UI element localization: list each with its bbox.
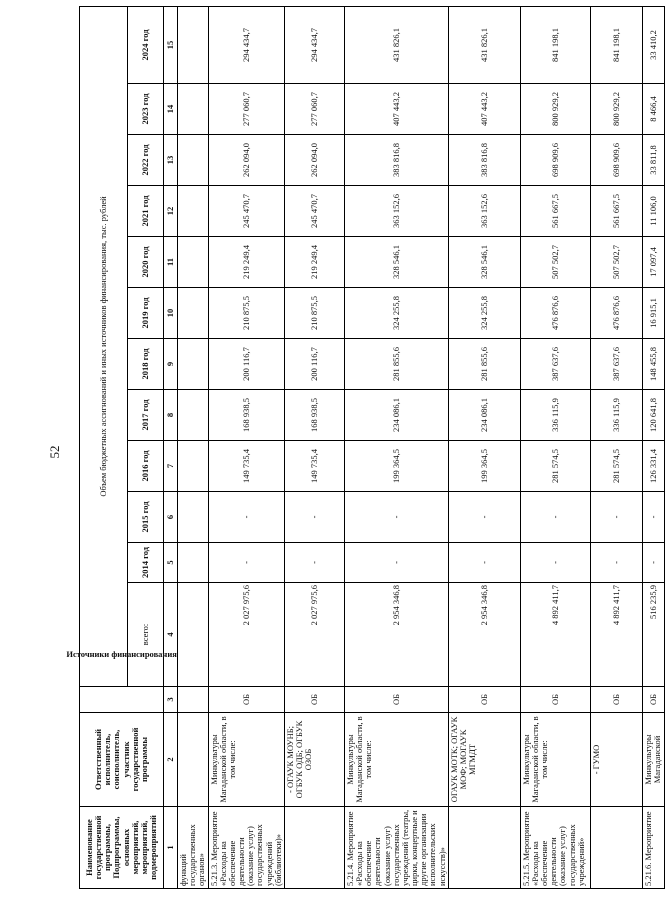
- cell-value: -: [284, 543, 344, 583]
- cell-name: [448, 807, 520, 889]
- cell-value: -: [448, 543, 520, 583]
- cell-name: 5.21.4. Мероприятие «Расходы на обеспечение деятельности (оказание услуг) государственных учреждений (театры, цирки, концертные и другие организации исполнительских искусств)»: [344, 807, 448, 889]
- cell-value: 277 060,7: [208, 84, 284, 135]
- cell-name: 5.21.5. Мероприятие «Расходы на обеспечение деятельности (оказание услуг) государственных учреждений»: [520, 807, 590, 889]
- cell-source: ОБ: [284, 687, 344, 713]
- cell-value: 407 443,2: [448, 84, 520, 135]
- cell-value: 2 027 975,6: [208, 583, 284, 687]
- table-row: [642, 6, 664, 888]
- cell-value: -: [448, 492, 520, 543]
- cell-value: 841 198,1: [520, 6, 590, 83]
- cell-name: [590, 807, 642, 889]
- cell-value: [178, 441, 209, 492]
- cell-value: 281 574,5: [590, 441, 642, 492]
- cell-source: ОБ: [642, 687, 664, 713]
- cell-value: 33 410,2: [642, 6, 664, 83]
- cell-value: 262 094,0: [284, 135, 344, 186]
- cell-name: [284, 807, 344, 889]
- cell-value: 294 434,7: [284, 6, 344, 83]
- header-col-number: 3: [164, 687, 178, 713]
- cell-value: 294 434,7: [208, 6, 284, 83]
- cell-value: 363 152,6: [344, 186, 448, 237]
- header-col-number: 7: [164, 441, 178, 492]
- cell-value: [178, 543, 209, 583]
- cell-value: 561 667,5: [590, 186, 642, 237]
- cell-value: 199 364,5: [344, 441, 448, 492]
- cell-responsible: Минкультуры Магаданской области, в том числе:: [208, 713, 284, 807]
- header-year: 2022 год: [128, 135, 164, 186]
- cell-value: 431 826,1: [448, 6, 520, 83]
- header-source: [66, 649, 177, 713]
- cell-value: 262 094,0: [208, 135, 284, 186]
- cell-value: -: [590, 492, 642, 543]
- cell-value: -: [344, 543, 448, 583]
- header-col-number: 10: [164, 288, 178, 339]
- cell-name: функций государственных органов»: [178, 807, 209, 889]
- header-year: 2024 год: [128, 6, 164, 83]
- cell-value: -: [590, 543, 642, 583]
- cell-value: 234 086,1: [448, 390, 520, 441]
- header-year: 2023 год: [128, 84, 164, 135]
- cell-value: 407 443,2: [344, 84, 448, 135]
- cell-value: 698 909,6: [520, 135, 590, 186]
- header-row-numbers: [164, 6, 178, 888]
- cell-value: 281 574,5: [520, 441, 590, 492]
- cell-source: ОБ: [590, 687, 642, 713]
- cell-value: 219 249,4: [208, 237, 284, 288]
- cell-name: 5.21.3. Мероприятие «Расходы на обеспечение деятельности (оказание услуг) государственных учреждений (библиотеки)»: [208, 807, 284, 889]
- header-year: 2015 год: [128, 492, 164, 543]
- cell-value: 210 875,5: [208, 288, 284, 339]
- cell-value: 328 546,1: [344, 237, 448, 288]
- cell-value: 149 735,4: [284, 441, 344, 492]
- header-col-number: 14: [164, 84, 178, 135]
- cell-value: 328 546,1: [448, 237, 520, 288]
- cell-responsible: [178, 713, 209, 807]
- rotated-table-wrapper: [66, 7, 662, 889]
- cell-value: 507 502,7: [520, 237, 590, 288]
- cell-name: 5.21.6. Мероприятие: [642, 807, 664, 889]
- cell-value: 245 470,7: [284, 186, 344, 237]
- cell-source: ОБ: [344, 687, 448, 713]
- cell-source: ОБ: [448, 687, 520, 713]
- cell-value: 431 826,1: [344, 6, 448, 83]
- cell-responsible: Минкультуры Магаданской области, в том числе:: [344, 713, 448, 807]
- cell-value: 245 470,7: [208, 186, 284, 237]
- cell-responsible: - ГУМО: [590, 713, 642, 807]
- cell-value: 698 909,6: [590, 135, 642, 186]
- header-col-number: 13: [164, 135, 178, 186]
- cell-value: 336 115,9: [590, 390, 642, 441]
- cell-value: [178, 135, 209, 186]
- cell-value: 8 466,4: [642, 84, 664, 135]
- header-col-number: 2: [164, 713, 178, 807]
- cell-responsible: ОГАУК МОТК; ОГАУК МОФ; МОГАУК МГМДТ: [448, 713, 520, 807]
- cell-source: ОБ: [520, 687, 590, 713]
- cell-value: 2 954 346,8: [344, 583, 448, 687]
- cell-value: 4 892 411,7: [590, 583, 642, 687]
- header-year: 2021 год: [128, 186, 164, 237]
- cell-value: -: [520, 543, 590, 583]
- cell-value: 17 097,4: [642, 237, 664, 288]
- cell-responsible: - ОГАУК МОУНБ; ОГБУК ОДБ; ОГБУК ОЗОБ: [284, 713, 344, 807]
- header-row-group: [80, 6, 128, 888]
- cell-value: 200 116,7: [208, 339, 284, 390]
- header-year: 2016 год: [128, 441, 164, 492]
- cell-value: 336 115,9: [520, 390, 590, 441]
- header-year: 2018 год: [128, 339, 164, 390]
- cell-value: 126 331,4: [642, 441, 664, 492]
- cell-value: 324 255,8: [448, 288, 520, 339]
- cell-source: ОБ: [208, 687, 284, 713]
- table-row: [208, 6, 284, 888]
- header-year: 2014 год: [128, 543, 164, 583]
- cell-value: [178, 237, 209, 288]
- table-row: [448, 6, 520, 888]
- cell-value: 11 106,0: [642, 186, 664, 237]
- cell-value: 324 255,8: [344, 288, 448, 339]
- cell-value: 168 938,5: [284, 390, 344, 441]
- cell-value: 387 637,6: [590, 339, 642, 390]
- cell-value: 561 667,5: [520, 186, 590, 237]
- header-total: всего:: [128, 583, 164, 687]
- cell-value: 516 235,9: [642, 583, 664, 687]
- cell-value: 200 116,7: [284, 339, 344, 390]
- cell-value: 363 152,6: [448, 186, 520, 237]
- cell-value: -: [284, 492, 344, 543]
- table-row: [520, 6, 590, 888]
- cell-value: 383 816,8: [448, 135, 520, 186]
- cell-value: 148 455,8: [642, 339, 664, 390]
- cell-responsible: Минкультуры Магаданской области, в том числе:: [520, 713, 590, 807]
- table-row: [284, 6, 344, 888]
- cell-value: 168 938,5: [208, 390, 284, 441]
- page-number: 52: [47, 445, 62, 459]
- cell-value: 281 855,6: [344, 339, 448, 390]
- cell-value: [178, 492, 209, 543]
- header-col-number: 8: [164, 390, 178, 441]
- header-source-text: Источники финансирования: [66, 649, 177, 660]
- cell-value: 234 086,1: [344, 390, 448, 441]
- header-year: 2019 год: [128, 288, 164, 339]
- cell-value: 476 876,6: [520, 288, 590, 339]
- cell-value: 277 060,7: [284, 84, 344, 135]
- header-col-number: 4: [164, 583, 178, 687]
- cell-value: 507 502,7: [590, 237, 642, 288]
- cell-value: [178, 339, 209, 390]
- table-row: [590, 6, 642, 888]
- cell-value: 16 915,1: [642, 288, 664, 339]
- cell-value: [178, 288, 209, 339]
- cell-value: -: [642, 492, 664, 543]
- cell-value: -: [208, 492, 284, 543]
- cell-value: 4 892 411,7: [520, 583, 590, 687]
- header-col-number: 12: [164, 186, 178, 237]
- cell-source: [178, 687, 209, 713]
- header-col-number: 6: [164, 492, 178, 543]
- header-col-number: 5: [164, 543, 178, 583]
- table-row: [344, 6, 448, 888]
- header-col-number: 11: [164, 237, 178, 288]
- header-group: Объем бюджетных ассигнований и иных источников финансирования, тыс. рублей: [80, 6, 128, 686]
- cell-value: -: [520, 492, 590, 543]
- cell-value: [178, 186, 209, 237]
- cell-value: 33 811,8: [642, 135, 664, 186]
- cell-value: 199 364,5: [448, 441, 520, 492]
- cell-value: [178, 583, 209, 687]
- cell-value: 219 249,4: [284, 237, 344, 288]
- cell-value: 281 855,6: [448, 339, 520, 390]
- header-name: Наименование государственной программы, Подпрограммы, основных мероприятий, мероприятий, подмероприятий: [80, 807, 164, 889]
- cell-value: 2 027 975,6: [284, 583, 344, 687]
- cell-value: 800 929,2: [590, 84, 642, 135]
- cell-value: [178, 84, 209, 135]
- table-row: [178, 6, 209, 888]
- header-col-number: 15: [164, 6, 178, 83]
- cell-value: -: [642, 543, 664, 583]
- cell-value: 383 816,8: [344, 135, 448, 186]
- header-col-number: 1: [164, 807, 178, 889]
- cell-value: -: [344, 492, 448, 543]
- financing-table: [66, 6, 665, 889]
- cell-value: 841 198,1: [590, 6, 642, 83]
- cell-value: 476 876,6: [590, 288, 642, 339]
- cell-responsible: Минкультуры Магаданской: [642, 713, 664, 807]
- cell-value: 2 954 346,8: [448, 583, 520, 687]
- cell-value: 120 641,8: [642, 390, 664, 441]
- header-responsible: Ответственный исполнитель, соисполнитель, участник государственной программы: [80, 713, 164, 807]
- cell-value: 800 929,2: [520, 84, 590, 135]
- cell-value: -: [208, 543, 284, 583]
- cell-value: 387 637,6: [520, 339, 590, 390]
- header-year: 2020 год: [128, 237, 164, 288]
- header-year: 2017 год: [128, 390, 164, 441]
- cell-value: [178, 390, 209, 441]
- header-col-number: 9: [164, 339, 178, 390]
- cell-value: 210 875,5: [284, 288, 344, 339]
- cell-value: [178, 6, 209, 83]
- cell-value: 149 735,4: [208, 441, 284, 492]
